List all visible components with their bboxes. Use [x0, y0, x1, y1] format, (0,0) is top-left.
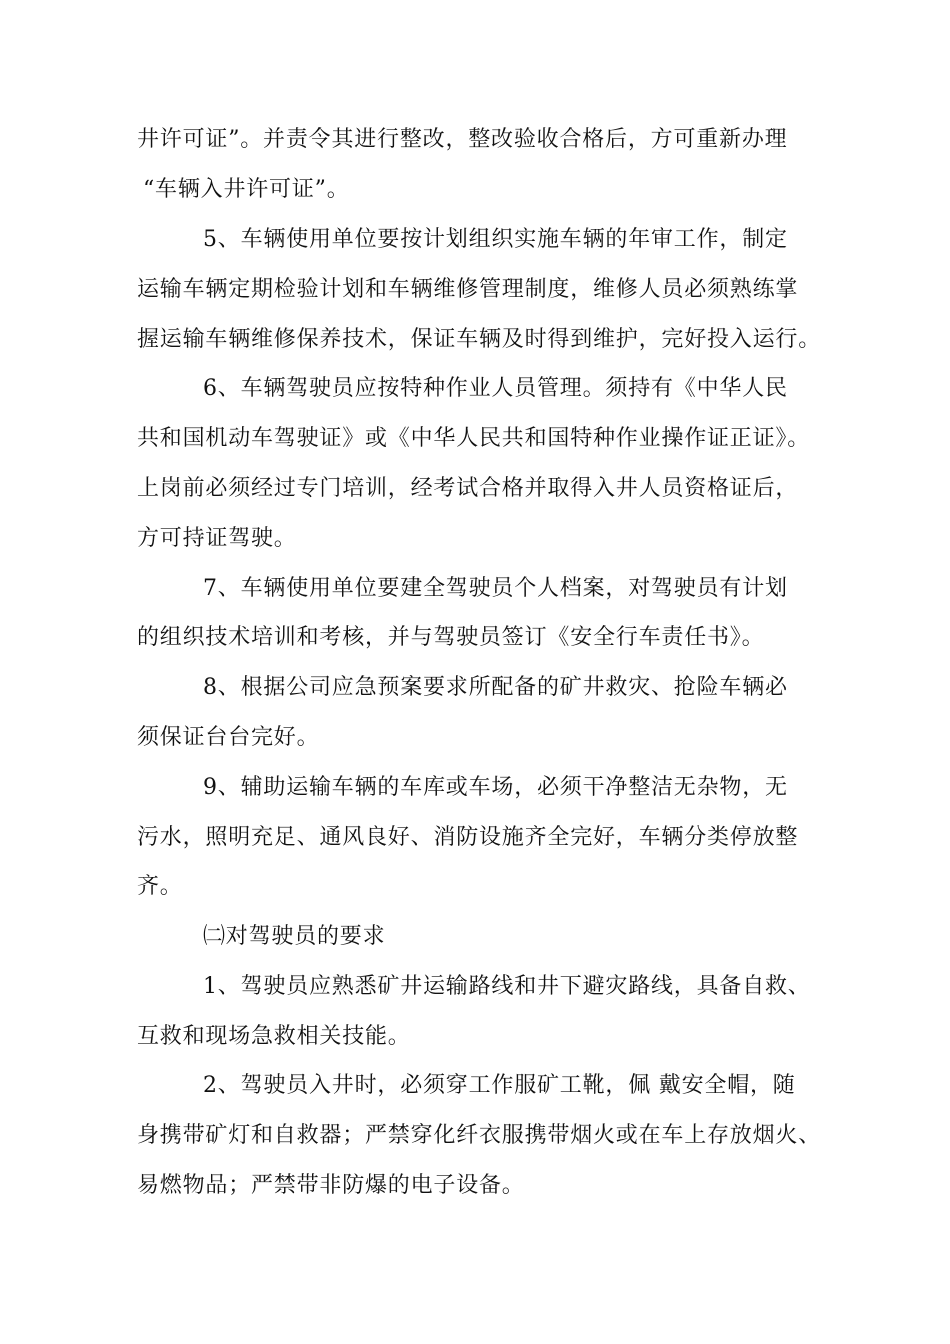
text-line: 7、车辆使用单位要建全驾驶员个人档案，对驾驶员有计划: [203, 576, 788, 601]
text-line: 握运输车辆维修保养技术，保证车辆及时得到维护，完好投入运行。: [137, 327, 822, 352]
text-line: 2、驾驶员入井时，必须穿工作服矿工靴，佩 戴安全帽，随: [203, 1073, 796, 1098]
text-line: 互救和现场急救相关技能。: [137, 1024, 411, 1049]
text-line: 8、根据公司应急预案要求所配备的矿井救灾、抢险车辆必: [203, 675, 788, 700]
section-heading: ㈡对驾驶员的要求: [203, 924, 386, 949]
text-line: 方可持证驾驶。: [137, 526, 297, 551]
text-line: 身携带矿灯和自救器；严禁穿化纤衣服携带烟火或在车上存放烟火、: [137, 1123, 822, 1148]
text-line: 5、车辆使用单位要按计划组织实施车辆的年审工作，制定: [203, 227, 788, 252]
text-line: 的组织技术培训和考核，并与驾驶员签订《安全行车责任书》。: [137, 625, 765, 650]
text-line: 运输车辆定期检验计划和车辆维修管理制度，维修人员必须熟练掌: [137, 277, 799, 302]
text-line: 9、辅助运输车辆的车库或车场，必须干净整洁无杂物，无: [203, 775, 788, 800]
text-line: 易燃物品；严禁带非防爆的电子设备。: [137, 1173, 525, 1198]
text-line: 齐。: [137, 874, 183, 899]
text-line: 污水，照明充足、通风良好、消防设施齐全完好，车辆分类停放整: [137, 825, 799, 850]
text-line: “车辆入井许可证”。: [143, 177, 350, 202]
text-line: 6、车辆驾驶员应按特种作业人员管理。须持有《中华人民: [203, 376, 788, 401]
text-line: 共和国机动车驾驶证》或《中华人民共和国特种作业操作证正证》。: [137, 426, 811, 451]
text-line: 井许可证”。并责令其进行整改，整改验收合格后，方可重新办理: [137, 127, 788, 152]
text-line: 1、驾驶员应熟悉矿井运输路线和井下避灾路线，具备自救、: [203, 974, 811, 999]
text-line: 须保证台台完好。: [137, 725, 320, 750]
text-line: 上岗前必须经过专门培训，经考试合格并取得入井人员资格证后，: [137, 476, 799, 501]
